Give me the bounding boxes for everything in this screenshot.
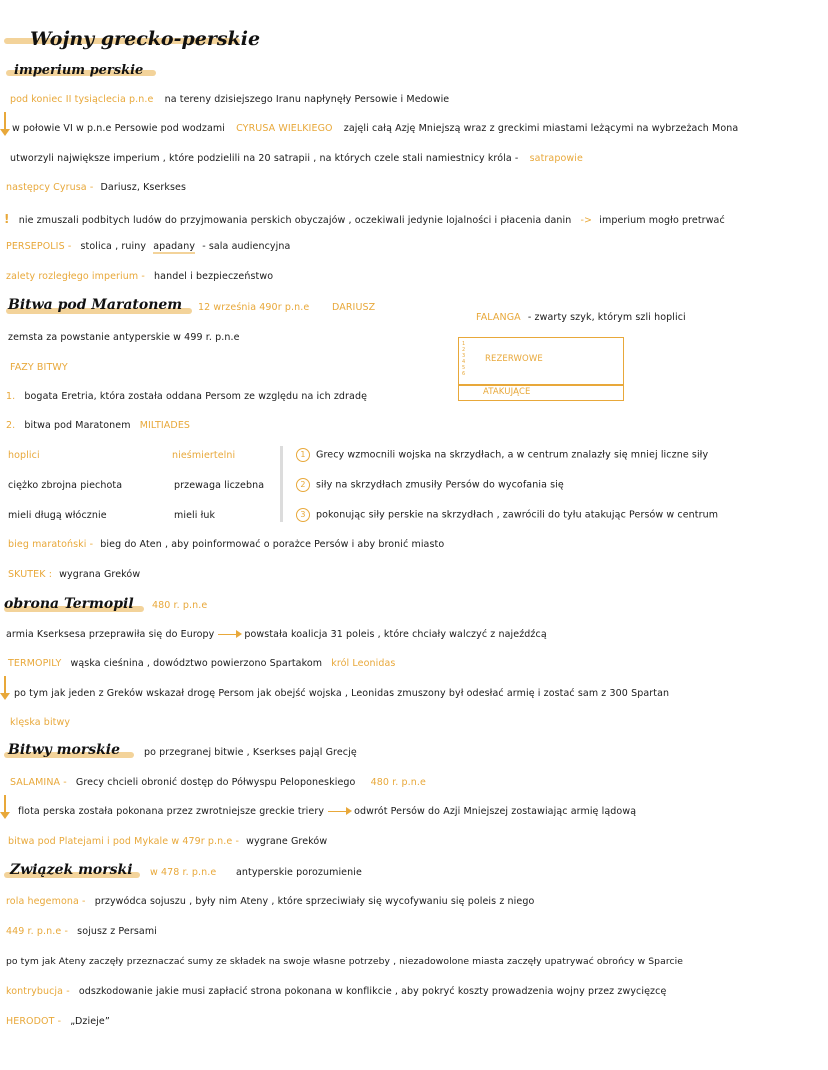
keyword: MILTIADES	[139, 420, 191, 431]
morskie-line-3	[8, 836, 327, 847]
text: stolica , ruiny	[80, 241, 147, 252]
skutek-line	[8, 569, 140, 580]
imperium-line-6	[6, 241, 290, 252]
hoplici-row-2: mieli długą włócznie	[8, 510, 107, 521]
highlight: apadany	[153, 241, 196, 252]
text: przywódca sojuszu , były nim Ateny , które sprzeciwiały się wycofywaniu się poleis z niego	[94, 896, 535, 907]
keyword: kontrybucja -	[6, 986, 70, 997]
termopile-date: 480 r. p.n.e	[152, 600, 208, 611]
maraton-heading: Bitwa pod Maratonem	[8, 297, 183, 313]
faza-1	[6, 391, 367, 402]
date-text: 480 r. p.n.e	[370, 777, 426, 788]
text: sojusz z Persami	[77, 926, 157, 937]
exclamation-icon: !	[4, 212, 10, 226]
text: zajęli całą Azję Mniejszą wraz z greckimi miastami leżącymi na wybrzeżach Mona	[343, 123, 739, 134]
morskie-line-2	[18, 806, 636, 817]
zwiazek-line-1	[6, 896, 534, 907]
keyword: król Leonidas	[331, 658, 396, 669]
number: 2.	[6, 420, 16, 431]
text: imperium mogło pretrwać	[599, 215, 725, 226]
fazy-heading: FAZY BITWY	[10, 362, 68, 373]
text: odszkodowanie jakie musi zapłacić strona pokonana w konflikcie , aby pokryć koszty prowadzenia wojny przez zwycięzcę	[78, 986, 667, 997]
arrow-down-icon	[4, 795, 6, 813]
arrow-down-icon	[4, 112, 6, 130]
falanga-diagram	[458, 337, 624, 401]
text: bieg do Aten , aby poinformować o porażce Persów i aby bronić miasto	[100, 539, 445, 550]
text: bitwa pod Maratonem	[24, 420, 131, 431]
imperium-heading: imperium perskie	[14, 63, 144, 78]
falanga-divider	[459, 384, 623, 386]
text: „Dzieje”	[70, 1016, 110, 1027]
text: - zwarty szyk, którym szli hoplici	[527, 312, 686, 323]
termopile-line-3: po tym jak jeden z Greków wskazał drogę Persom jak obejść wojska , Leonidas zmuszony był odesłać armię i zostać sam z 300 Spartan	[14, 688, 670, 699]
maraton-date: 12 września 490r p.n.e	[198, 302, 310, 313]
termopile-line-4: klęska bitwy	[10, 717, 71, 728]
text: armia Kserksesa przeprawiła się do Europy	[6, 629, 215, 640]
faza-2	[6, 420, 190, 431]
keyword: FALANGA	[476, 312, 521, 323]
imperium-line-7	[6, 271, 273, 282]
page-title: Wojny grecko-perskie	[30, 28, 261, 50]
step-2	[296, 478, 564, 492]
text: wąska cieśnina , dowództwo powierzono Spartakom	[70, 658, 323, 669]
zwiazek-date: w 478 r. p.n.e	[150, 867, 217, 878]
maraton-line-1: zemsta za powstanie antyperskie w 499 r. p.n.e	[8, 332, 240, 343]
text: utworzyli największe imperium , które podzielili na 20 satrapii , na których czele stali namiestnicy króla -	[10, 153, 519, 164]
termopile-line-1	[6, 629, 547, 640]
bieg-line	[8, 539, 444, 550]
niesmiertelni-header: nieśmiertelni	[172, 450, 236, 461]
keyword: zalety rozległego imperium -	[6, 271, 145, 282]
text: na tereny dzisiejszego Iranu napłynęły Persowie i Medowie	[164, 94, 450, 105]
keyword: CYRUSA WIELKIEGO	[236, 123, 333, 134]
text: Dariusz, Kserkses	[100, 182, 187, 193]
text: flota perska została pokonana przez zwrotniejsze greckie triery	[18, 806, 325, 817]
falanga-definition	[476, 312, 686, 323]
step-number: 3	[296, 508, 310, 522]
keyword: bieg maratoński -	[8, 539, 94, 550]
zwiazek-line-3: po tym jak Ateny zaczęły przeznaczać sumy ze składek na swoje własne potrzeby , niezadowolone miasta zaczęły upatrywać obrońcy w Sparcie	[6, 956, 684, 967]
step-3	[296, 508, 718, 522]
imperium-line-4	[6, 182, 186, 193]
arrow-right-icon	[328, 811, 350, 813]
text: handel i bezpieczeństwo	[154, 271, 274, 282]
hoplici-row-1: ciężko zbrojna piechota	[8, 480, 123, 491]
keyword: PERSEPOLIS -	[6, 241, 72, 252]
keyword: bitwa pod Platejami i pod Mykale w 479r p.n.e -	[8, 836, 239, 847]
falanga-ranks: 1 2 3 4 5 6	[462, 341, 466, 377]
column-divider	[280, 446, 283, 522]
keyword: następcy Cyrusa -	[6, 182, 94, 193]
imperium-line-5	[4, 212, 725, 226]
number: 1.	[6, 391, 16, 402]
falanga-attack: ATAKUJĄCE	[483, 387, 531, 397]
imperium-line-3	[10, 153, 583, 164]
termopile-heading: obrona Termopil	[4, 596, 134, 612]
text: Grecy chcieli obronić dostęp do Półwyspu Peloponeskiego	[75, 777, 356, 788]
zwiazek-line-2	[6, 926, 157, 937]
arrow-right-icon: ->	[580, 215, 593, 226]
date-text: pod koniec II tysiąclecia p.n.e	[10, 94, 154, 105]
text: nie zmuszali podbitych ludów do przyjmowania perskich obyczajów , oczekiwali jedynie lojalności i płacenia danin	[18, 215, 572, 226]
text: siły na skrzydłach zmusiły Persów do wycofania się	[316, 479, 564, 491]
maraton-who: DARIUSZ	[332, 302, 376, 313]
step-number: 2	[296, 478, 310, 492]
date-text: 449 r. p.n.e -	[6, 926, 69, 937]
keyword: TERMOPILY	[8, 658, 62, 669]
zwiazek-line-5	[6, 1016, 110, 1027]
keyword: SALAMINA -	[10, 777, 67, 788]
text: wygrane Greków	[246, 836, 328, 847]
imperium-line-2	[12, 123, 738, 134]
step-1	[296, 448, 708, 462]
text: - sala audiencyjna	[202, 241, 291, 252]
zwiazek-heading: Związek morski	[10, 862, 133, 878]
step-number: 1	[296, 448, 310, 462]
text: wygrana Greków	[59, 569, 141, 580]
arrow-down-icon	[4, 676, 6, 694]
termopile-line-2	[8, 658, 395, 669]
morskie-line-1	[10, 777, 426, 788]
text: bogata Eretria, która została oddana Persom ze względu na ich zdradę	[24, 391, 368, 402]
falanga-reserve: REZERWOWE	[485, 354, 543, 364]
text: w połowie VI w p.n.e Persowie pod wodzami	[12, 123, 225, 134]
text: pokonując siły perskie na skrzydłach , zawrócili do tyłu atakując Persów w centrum	[316, 509, 719, 521]
niesmiertelni-row-1: przewaga liczebna	[174, 480, 265, 491]
keyword: HERODOT -	[6, 1016, 62, 1027]
keyword: SKUTEK :	[8, 569, 53, 580]
text: Grecy wzmocnili wojska na skrzydłach, a w centrum znalazły się mniej liczne siły	[316, 449, 709, 461]
morskie-heading: Bitwy morskie	[8, 742, 121, 758]
text: odwrót Persów do Azji Mniejszej zostawiając armię lądową	[354, 806, 637, 817]
keyword: satrapowie	[529, 153, 583, 164]
imperium-line-1	[10, 94, 449, 105]
morskie-sub: po przegranej bitwie , Kserkses pająl Grecję	[144, 747, 357, 758]
zwiazek-line-4	[6, 986, 666, 997]
niesmiertelni-row-2: mieli łuk	[174, 510, 216, 521]
zwiazek-sub: antyperskie porozumienie	[236, 867, 362, 878]
hoplici-header: hoplici	[8, 450, 40, 461]
keyword: rola hegemona -	[6, 896, 86, 907]
arrow-right-icon	[218, 634, 240, 636]
text: powstała koalicja 31 poleis , które chciały walczyć z najeźdźcą	[244, 629, 547, 640]
